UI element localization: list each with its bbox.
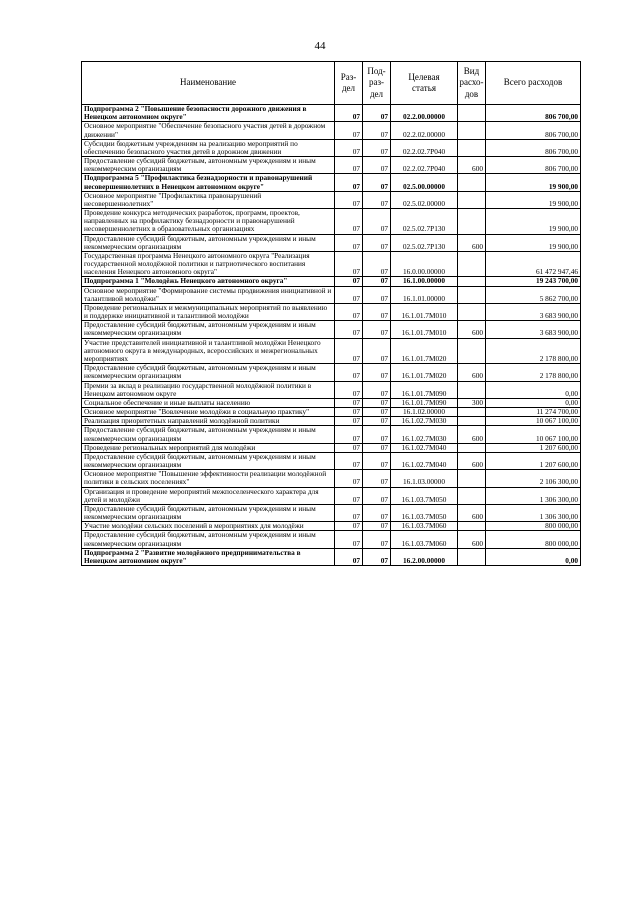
table-row: [82, 398, 581, 407]
cell-total: 800 000,00: [486, 522, 581, 531]
cell-vid: [458, 487, 486, 504]
cell-razdel: 07: [335, 426, 363, 443]
cell-total: 0,00: [486, 398, 581, 407]
cell-total: 19 900,00: [486, 209, 581, 235]
table-row: [82, 174, 581, 191]
cell-name: Предоставление субсидий бюджетным, автономным учреждениям и иным некоммерческим организациям: [82, 234, 335, 251]
cell-target: 02.2.02.7Р040: [391, 157, 458, 174]
cell-podrazdel: 07: [363, 157, 391, 174]
cell-razdel: 07: [335, 522, 363, 531]
cell-name: Предоставление субсидий бюджетным, автономным учреждениям и иным некоммерческим организациям: [82, 426, 335, 443]
table-header-row: [82, 62, 581, 105]
cell-razdel: 07: [335, 548, 363, 565]
header-total: [486, 62, 581, 105]
cell-total: 3 683 900,00: [486, 321, 581, 338]
header-target-label: Целевая статья: [408, 71, 440, 93]
cell-name: Основное мероприятие "Вовлечение молодёжи в социальную практику": [82, 408, 335, 417]
cell-name: Предоставление субсидий бюджетным, автономным учреждениям и иным некоммерческим организациям: [82, 321, 335, 338]
cell-vid: [458, 408, 486, 417]
cell-razdel: 07: [335, 174, 363, 191]
cell-name: Социальное обеспечение и иные выплаты населению: [82, 398, 335, 407]
header-name: [82, 62, 335, 105]
cell-podrazdel: 07: [363, 209, 391, 235]
cell-podrazdel: 07: [363, 426, 391, 443]
cell-name: Основное мероприятие "Формирование системы продвижения инициативной и талантливой молодёжи": [82, 286, 335, 303]
cell-target: 02.5.02.00000: [391, 191, 458, 208]
cell-razdel: 07: [335, 191, 363, 208]
table-row: [82, 408, 581, 417]
cell-name: Подпрограмма 2 "Повышение безопасности дорожного движения в Ненецком автономном округе": [82, 105, 335, 122]
cell-total: 1 306 300,00: [486, 504, 581, 521]
cell-target: 16.1.02.7М030: [391, 426, 458, 443]
cell-razdel: 07: [335, 417, 363, 426]
cell-podrazdel: 07: [363, 417, 391, 426]
table-row: [82, 321, 581, 338]
cell-razdel: 07: [335, 105, 363, 122]
table-body: [82, 105, 581, 566]
cell-target: 02.2.00.00000: [391, 105, 458, 122]
cell-total: 19 900,00: [486, 234, 581, 251]
cell-podrazdel: 07: [363, 277, 391, 286]
cell-vid: [458, 277, 486, 286]
table-row: [82, 417, 581, 426]
cell-target: 16.1.03.7М050: [391, 504, 458, 521]
cell-vid: [458, 548, 486, 565]
cell-target: 16.1.03.7М050: [391, 487, 458, 504]
cell-target: 16.1.02.7М030: [391, 417, 458, 426]
table-row: [82, 381, 581, 398]
table-row: [82, 191, 581, 208]
table-row: [82, 487, 581, 504]
table-row: [82, 443, 581, 452]
cell-podrazdel: 07: [363, 364, 391, 381]
cell-podrazdel: 07: [363, 408, 391, 417]
cell-name: Предоставление субсидий бюджетным, автономным учреждениям и иным некоммерческим организациям: [82, 452, 335, 469]
table-row: [82, 277, 581, 286]
cell-name: Участие представителей инициативной и талантливой молодёжи Ненецкого автономного округа в международных, всероссийских и межрегиональных мероприятиях: [82, 338, 335, 364]
table-row: [82, 470, 581, 487]
cell-name: Участие молодёжи сельских поселений в мероприятиях для молодёжи: [82, 522, 335, 531]
cell-vid: 600: [458, 157, 486, 174]
cell-target: 02.5.02.7Р130: [391, 234, 458, 251]
table-row: [82, 364, 581, 381]
table-row: [82, 286, 581, 303]
cell-total: 3 683 900,00: [486, 303, 581, 320]
header-podrazdel: [363, 62, 391, 105]
cell-target: 16.1.01.7М010: [391, 303, 458, 320]
cell-total: 1 207 600,00: [486, 452, 581, 469]
cell-name: Основное мероприятие "Повышение эффективности реализации молодёжной политики в сельских поселениях": [82, 470, 335, 487]
cell-name: Проведение региональных мероприятий для молодёжи: [82, 443, 335, 452]
cell-name: Предоставление субсидий бюджетным, автономным учреждениям и иным некоммерческим организациям: [82, 531, 335, 548]
cell-name: Реализация приоритетных направлений молодёжной политики: [82, 417, 335, 426]
cell-podrazdel: 07: [363, 338, 391, 364]
page-number: 44: [314, 40, 326, 52]
cell-target: 16.1.01.7М090: [391, 381, 458, 398]
cell-target: 16.1.02.00000: [391, 408, 458, 417]
cell-target: 16.1.01.7М020: [391, 338, 458, 364]
cell-vid: 600: [458, 504, 486, 521]
cell-podrazdel: 07: [363, 234, 391, 251]
cell-vid: [458, 470, 486, 487]
cell-total: 806 700,00: [486, 157, 581, 174]
cell-podrazdel: 07: [363, 174, 391, 191]
cell-razdel: 07: [335, 338, 363, 364]
cell-vid: [458, 303, 486, 320]
table-row: [82, 504, 581, 521]
header-razdel-label: Раз- дел: [340, 71, 357, 93]
cell-target: 16.1.03.00000: [391, 470, 458, 487]
table-row: [82, 522, 581, 531]
cell-vid: [458, 139, 486, 156]
cell-total: 806 700,00: [486, 105, 581, 122]
cell-name: Государственная программа Ненецкого автономного округа "Реализация государственной молодёжной политики и патриотического воспитания населения Ненецкого автономного округа": [82, 251, 335, 277]
cell-razdel: 07: [335, 531, 363, 548]
cell-vid: [458, 286, 486, 303]
table-row: [82, 548, 581, 565]
table-row: [82, 139, 581, 156]
cell-target: 02.2.02.7Р040: [391, 139, 458, 156]
cell-vid: [458, 122, 486, 139]
cell-target: 16.1.01.00000: [391, 286, 458, 303]
cell-podrazdel: 07: [363, 251, 391, 277]
cell-target: 16.1.02.7М040: [391, 443, 458, 452]
cell-podrazdel: 07: [363, 398, 391, 407]
cell-total: 19 243 700,00: [486, 277, 581, 286]
cell-target: 02.5.00.00000: [391, 174, 458, 191]
cell-podrazdel: 07: [363, 548, 391, 565]
cell-total: 61 472 947,46: [486, 251, 581, 277]
cell-target: 02.5.02.7Р130: [391, 209, 458, 235]
cell-name: Основное мероприятие "Профилактика правонарушений несовершеннолетних": [82, 191, 335, 208]
cell-vid: [458, 443, 486, 452]
cell-name: Проведение конкурса методических разработок, программ, проектов, направленных на профилактику безнадзорности и правонарушений несовершеннолетних в образовательных организациях: [82, 209, 335, 235]
cell-total: 10 067 100,00: [486, 417, 581, 426]
cell-razdel: 07: [335, 381, 363, 398]
cell-name: Субсидии бюджетным учреждениям на реализацию мероприятий по обеспечению безопасного участия детей в дорожном движении: [82, 139, 335, 156]
cell-target: 16.1.01.7М090: [391, 398, 458, 407]
cell-vid: 600: [458, 364, 486, 381]
cell-vid: [458, 522, 486, 531]
cell-vid: [458, 174, 486, 191]
header-vid: [458, 62, 486, 105]
cell-razdel: 07: [335, 398, 363, 407]
cell-name: Организация и проведение мероприятий межпоселенческого характера для детей и молодёжи: [82, 487, 335, 504]
cell-podrazdel: 07: [363, 522, 391, 531]
cell-razdel: 07: [335, 157, 363, 174]
cell-razdel: 07: [335, 251, 363, 277]
cell-podrazdel: 07: [363, 381, 391, 398]
cell-razdel: 07: [335, 408, 363, 417]
table-row: [82, 122, 581, 139]
cell-podrazdel: 07: [363, 470, 391, 487]
cell-razdel: 07: [335, 234, 363, 251]
cell-podrazdel: 07: [363, 139, 391, 156]
cell-target: 16.1.00.00000: [391, 277, 458, 286]
cell-name: Подпрограмма 1 "Молодёжь Ненецкого автономного округа": [82, 277, 335, 286]
table-row: [82, 531, 581, 548]
cell-vid: [458, 251, 486, 277]
table-row: [82, 209, 581, 235]
cell-vid: 600: [458, 531, 486, 548]
header-target: [391, 62, 458, 105]
cell-podrazdel: 07: [363, 487, 391, 504]
header-vid-label: Вид расхо- дов: [459, 66, 484, 99]
cell-total: 0,00: [486, 548, 581, 565]
cell-vid: [458, 338, 486, 364]
header-razdel: [335, 62, 363, 105]
cell-name: Предоставление субсидий бюджетным, автономным учреждениям и иным некоммерческим организациям: [82, 504, 335, 521]
cell-razdel: 07: [335, 139, 363, 156]
cell-name: Предоставление субсидий бюджетным, автономным учреждениям и иным некоммерческим организациям: [82, 157, 335, 174]
cell-podrazdel: 07: [363, 504, 391, 521]
cell-total: 2 178 800,00: [486, 338, 581, 364]
cell-target: 16.1.03.7М060: [391, 522, 458, 531]
cell-podrazdel: 07: [363, 452, 391, 469]
header-podrazdel-label: Под- раз- дел: [367, 66, 386, 99]
cell-vid: [458, 381, 486, 398]
cell-podrazdel: 07: [363, 191, 391, 208]
cell-total: 2 178 800,00: [486, 364, 581, 381]
cell-total: 800 000,00: [486, 531, 581, 548]
cell-razdel: 07: [335, 122, 363, 139]
cell-razdel: 07: [335, 364, 363, 381]
cell-vid: 600: [458, 426, 486, 443]
cell-total: 806 700,00: [486, 139, 581, 156]
cell-target: 16.2.00.00000: [391, 548, 458, 565]
header-name-label: Наименование: [179, 77, 237, 88]
cell-total: 1 306 300,00: [486, 487, 581, 504]
cell-total: 2 106 300,00: [486, 470, 581, 487]
cell-razdel: 07: [335, 452, 363, 469]
table-row: [82, 338, 581, 364]
cell-name: Предоставление субсидий бюджетным, автономным учреждениям и иным некоммерческим организациям: [82, 364, 335, 381]
header-total-label: Всего расходов: [503, 77, 563, 88]
cell-vid: [458, 209, 486, 235]
cell-vid: 600: [458, 321, 486, 338]
cell-name: Подпрограмма 5 "Профилактика безнадзорности и правонарушений несовершеннолетних в Ненецком автономном округе": [82, 174, 335, 191]
table-row: [82, 426, 581, 443]
cell-razdel: 07: [335, 303, 363, 320]
cell-vid: 300: [458, 398, 486, 407]
cell-name: Премии за вклад в реализацию государственной молодёжной политики в Ненецком автономном округе: [82, 381, 335, 398]
cell-total: 806 700,00: [486, 122, 581, 139]
cell-razdel: 07: [335, 286, 363, 303]
cell-vid: [458, 417, 486, 426]
cell-total: 5 862 700,00: [486, 286, 581, 303]
table-row: [82, 105, 581, 122]
cell-target: 16.0.00.00000: [391, 251, 458, 277]
cell-razdel: 07: [335, 470, 363, 487]
cell-vid: [458, 105, 486, 122]
cell-razdel: 07: [335, 321, 363, 338]
cell-podrazdel: 07: [363, 286, 391, 303]
cell-razdel: 07: [335, 504, 363, 521]
cell-razdel: 07: [335, 487, 363, 504]
table-row: [82, 157, 581, 174]
cell-podrazdel: 07: [363, 122, 391, 139]
cell-total: 10 067 100,00: [486, 426, 581, 443]
cell-vid: [458, 191, 486, 208]
cell-podrazdel: 07: [363, 443, 391, 452]
cell-vid: 600: [458, 452, 486, 469]
cell-target: 16.1.01.7М020: [391, 364, 458, 381]
cell-total: 11 274 700,00: [486, 408, 581, 417]
cell-total: 19 900,00: [486, 191, 581, 208]
budget-table: [81, 61, 581, 566]
cell-target: 16.1.03.7М060: [391, 531, 458, 548]
cell-razdel: 07: [335, 277, 363, 286]
cell-vid: 600: [458, 234, 486, 251]
cell-podrazdel: 07: [363, 531, 391, 548]
table-row: [82, 452, 581, 469]
cell-name: Основное мероприятие "Обеспечение безопасного участия детей в дорожном движении": [82, 122, 335, 139]
cell-razdel: 07: [335, 443, 363, 452]
cell-total: 0,00: [486, 381, 581, 398]
cell-target: 16.1.01.7М010: [391, 321, 458, 338]
cell-podrazdel: 07: [363, 321, 391, 338]
cell-podrazdel: 07: [363, 303, 391, 320]
cell-razdel: 07: [335, 209, 363, 235]
cell-target: 02.2.02.00000: [391, 122, 458, 139]
cell-podrazdel: 07: [363, 105, 391, 122]
cell-target: 16.1.02.7М040: [391, 452, 458, 469]
table-row: [82, 303, 581, 320]
cell-total: 19 900,00: [486, 174, 581, 191]
cell-total: 1 207 600,00: [486, 443, 581, 452]
table-row: [82, 234, 581, 251]
cell-name: Проведение региональных и межмуниципальных мероприятий по выявлению и поддержке инициативной и талантливой молодёжи: [82, 303, 335, 320]
cell-name: Подпрограмма 2 "Развитие молодёжного предпринимательства в Ненецком автономном округе": [82, 548, 335, 565]
table-row: [82, 251, 581, 277]
